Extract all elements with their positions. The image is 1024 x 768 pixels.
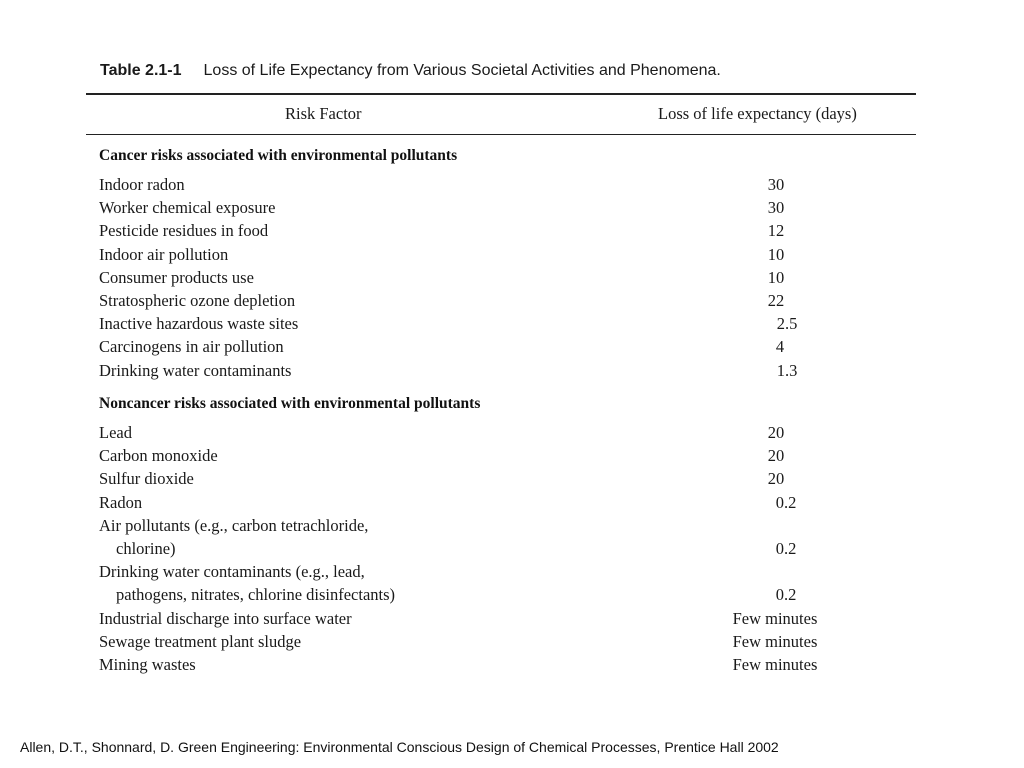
risk-factor-label: Radon bbox=[99, 492, 143, 512]
risk-factor-label: Sulfur dioxide bbox=[99, 469, 194, 489]
loss-value: 10 bbox=[767, 267, 785, 287]
table-title bbox=[100, 62, 721, 80]
risk-factor-label: Stratospheric ozone depletion bbox=[99, 291, 296, 310]
loss-value: 20 bbox=[767, 446, 785, 466]
loss-value: 0.2 bbox=[775, 585, 797, 605]
table-caption: Loss of Life Expectancy from Various Societal Activities and Phenomena. bbox=[203, 62, 721, 79]
loss-value: 10 bbox=[767, 244, 785, 264]
risk-factor-label: Pesticide residues in food bbox=[99, 221, 269, 241]
table-number: Table 2.1-1 bbox=[100, 62, 182, 79]
loss-value: 22 bbox=[767, 291, 785, 310]
risk-factor-label: Indoor radon bbox=[99, 175, 185, 194]
loss-value: 20 bbox=[767, 469, 785, 489]
risk-factor-label: Indoor air pollution bbox=[99, 244, 229, 264]
column-header-risk-factor: Risk Factor bbox=[285, 104, 362, 123]
risk-factor-label: Carcinogens in air pollution bbox=[99, 337, 284, 357]
loss-value: Few minutes bbox=[732, 655, 818, 674]
risk-factor-label: Inactive hazardous waste sites bbox=[99, 314, 299, 334]
risk-factor-label: chlorine) bbox=[116, 539, 176, 558]
table-top-rule bbox=[86, 93, 916, 95]
loss-value: 30 bbox=[767, 198, 785, 218]
column-header-loss-of-life: Loss of life expectancy (days) bbox=[658, 104, 857, 123]
loss-value: Few minutes bbox=[732, 631, 818, 651]
loss-value: 1.3 bbox=[776, 360, 798, 380]
loss-value: 20 bbox=[767, 423, 785, 442]
table-header-rule bbox=[86, 134, 916, 135]
risk-factor-label: Sewage treatment plant sludge bbox=[99, 631, 302, 651]
loss-value: Few minutes bbox=[732, 608, 818, 628]
risk-factor-label: Worker chemical exposure bbox=[99, 198, 276, 218]
risk-factor-label: Air pollutants (e.g., carbon tetrachloride, bbox=[99, 515, 369, 535]
loss-value: 12 bbox=[767, 221, 785, 241]
loss-value: 0.2 bbox=[775, 539, 797, 558]
loss-value: 2.5 bbox=[776, 314, 798, 334]
loss-value: 0.2 bbox=[775, 492, 797, 512]
risk-factor-label: Carbon monoxide bbox=[99, 446, 218, 466]
section-heading: Cancer risks associated with environmental pollutants bbox=[99, 147, 458, 164]
risk-factor-label: Drinking water contaminants bbox=[99, 360, 292, 380]
risk-factor-label: Mining wastes bbox=[99, 655, 196, 674]
loss-value: 4 bbox=[775, 337, 785, 357]
risk-factor-label: Industrial discharge into surface water bbox=[99, 608, 352, 628]
risk-factor-label: Consumer products use bbox=[99, 267, 254, 287]
citation: Allen, D.T., Shonnard, D. Green Engineering: Environmental Conscious Design of Chemical Processes, Prentice Hall 2002 bbox=[20, 739, 779, 755]
loss-value: 30 bbox=[767, 175, 785, 194]
risk-factor-label: Drinking water contaminants (e.g., lead, bbox=[99, 562, 365, 582]
section-heading: Noncancer risks associated with environmental pollutants bbox=[99, 395, 481, 412]
risk-factor-label: pathogens, nitrates, chlorine disinfectants) bbox=[116, 585, 396, 605]
risk-factor-label: Lead bbox=[99, 423, 132, 442]
